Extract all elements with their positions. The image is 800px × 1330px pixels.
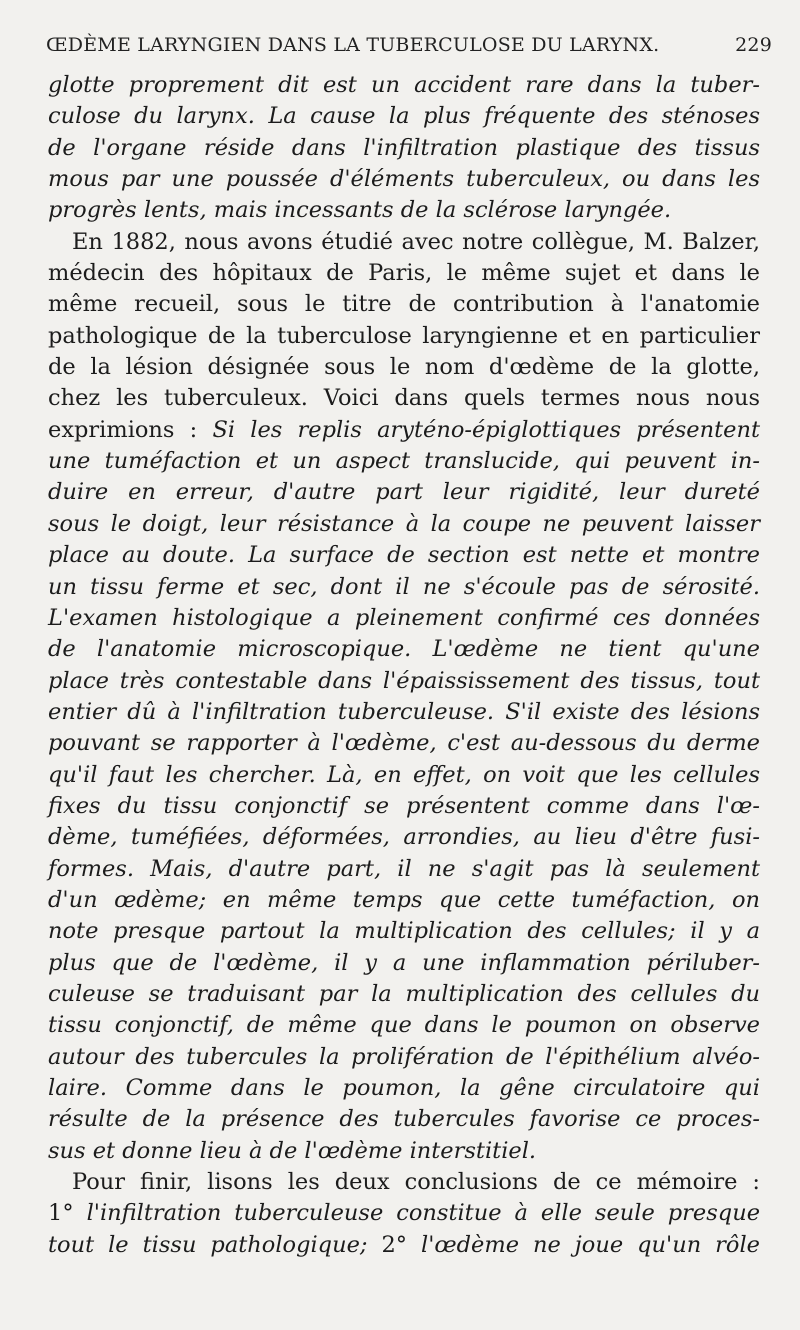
text-line: note presque partout la multiplication des cellules; il y a xyxy=(48,918,760,945)
text-line: glotte proprement dit est un accident rare dans la tuber- xyxy=(48,72,760,98)
text-line: chez les tuberculeux. Voici dans quels termes nous nous xyxy=(48,385,760,412)
text-line: pathologique de la tuberculose laryngienne et en particulier xyxy=(48,322,760,349)
italic-run: l'infiltration tuberculeuse constitue à elle seule presque xyxy=(86,1200,761,1227)
text-line: de l'anatomie microscopique. L'œdème ne tient qu'une xyxy=(48,636,760,663)
italic-run: tout le tissu pathologique; xyxy=(48,1231,382,1258)
text-line: entier dû à l'infiltration tuberculeuse. S'il existe des lésions xyxy=(48,698,760,725)
text-line: pouvant se rapporter à l'œdème, c'est au-dessous du derme xyxy=(48,730,760,757)
text-line xyxy=(48,1198,760,1229)
text-line xyxy=(48,1230,760,1261)
text-line: qu'il faut les chercher. Là, en effet, on voit que les cellules xyxy=(48,761,760,788)
text-line: mous par une poussée d'éléments tuberculeux, ou dans les xyxy=(48,166,760,193)
text-line: une tuméfaction et un aspect translucide, qui peuvent in- xyxy=(48,448,760,475)
page-number: 229 xyxy=(735,34,772,56)
running-header xyxy=(46,34,772,56)
text-line: place très contestable dans l'épaississement des tissus, tout xyxy=(48,667,760,694)
text-line: formes. Mais, d'autre part, il ne s'agit pas là seulement xyxy=(48,855,760,882)
text-line: de l'organe réside dans l'infiltration plastique des tissus xyxy=(48,134,760,161)
text-line: progrès lents, mais incessants de la sclérose laryngée. xyxy=(48,197,672,224)
text-line: culose du larynx. La cause la plus fréquente des sténoses xyxy=(48,103,760,130)
text-line: sus et donne lieu à de l'œdème interstitiel. xyxy=(48,1137,537,1164)
text-line: En 1882, nous avons étudié avec notre collègue, M. Balzer, xyxy=(72,228,760,255)
text-line: L'examen histologique a pleinement confirmé ces données xyxy=(48,604,760,631)
text-line: dème, tuméfiées, déformées, arrondies, au lieu d'être fusi- xyxy=(48,824,760,851)
text-line: Pour finir, lisons les deux conclusions de ce mémoire : xyxy=(72,1169,760,1196)
text-line: laire. Comme dans le poumon, la gêne circulatoire qui xyxy=(48,1075,760,1101)
text-line: même recueil, sous le titre de contribution à l'anatomie xyxy=(48,291,760,318)
text-line: autour des tubercules la prolifération de l'épithélium alvéo- xyxy=(48,1043,760,1070)
roman-run: 2° xyxy=(381,1231,422,1258)
text-line: plus que de l'œdème, il y a une inflammation périluber- xyxy=(48,949,760,976)
text-line: de la lésion désignée sous le nom d'œdème de la glotte, xyxy=(48,354,760,381)
text-line: tissu conjonctif, de même que dans le poumon on observe xyxy=(48,1012,760,1039)
text-line: résulte de la présence des tubercules favorise ce proces- xyxy=(48,1106,760,1133)
running-title: ŒDÈME LARYNGIEN DANS LA TUBERCULOSE DU LARYNX. xyxy=(46,34,660,56)
text-line: culeuse se traduisant par la multiplication des cellules du xyxy=(48,980,760,1007)
text-line: duire en erreur, d'autre part leur rigidité, leur dureté xyxy=(48,479,760,506)
italic-run: Si les replis aryténo-épiglottiques présentent xyxy=(212,416,760,443)
text-line: sous le doigt, leur résistance à la coupe ne peuvent laisser xyxy=(48,510,760,537)
text-line: médecin des hôpitaux de Paris, le même sujet et dans le xyxy=(48,260,760,287)
roman-run: 1° xyxy=(48,1200,87,1227)
text-line xyxy=(48,415,760,446)
body-text xyxy=(48,70,760,1261)
roman-run: exprimions : xyxy=(48,416,213,443)
text-line: d'un œdème; en même temps que cette tuméfaction, on xyxy=(48,886,760,913)
text-line: un tissu ferme et sec, dont il ne s'écoule pas de sérosité. xyxy=(48,573,760,600)
text-line: fixes du tissu conjonctif se présentent comme dans l'œ- xyxy=(48,792,760,819)
text-line: place au doute. La surface de section est nette et montre xyxy=(48,542,760,569)
italic-run: l'œdème ne joue qu'un rôle xyxy=(421,1231,760,1258)
